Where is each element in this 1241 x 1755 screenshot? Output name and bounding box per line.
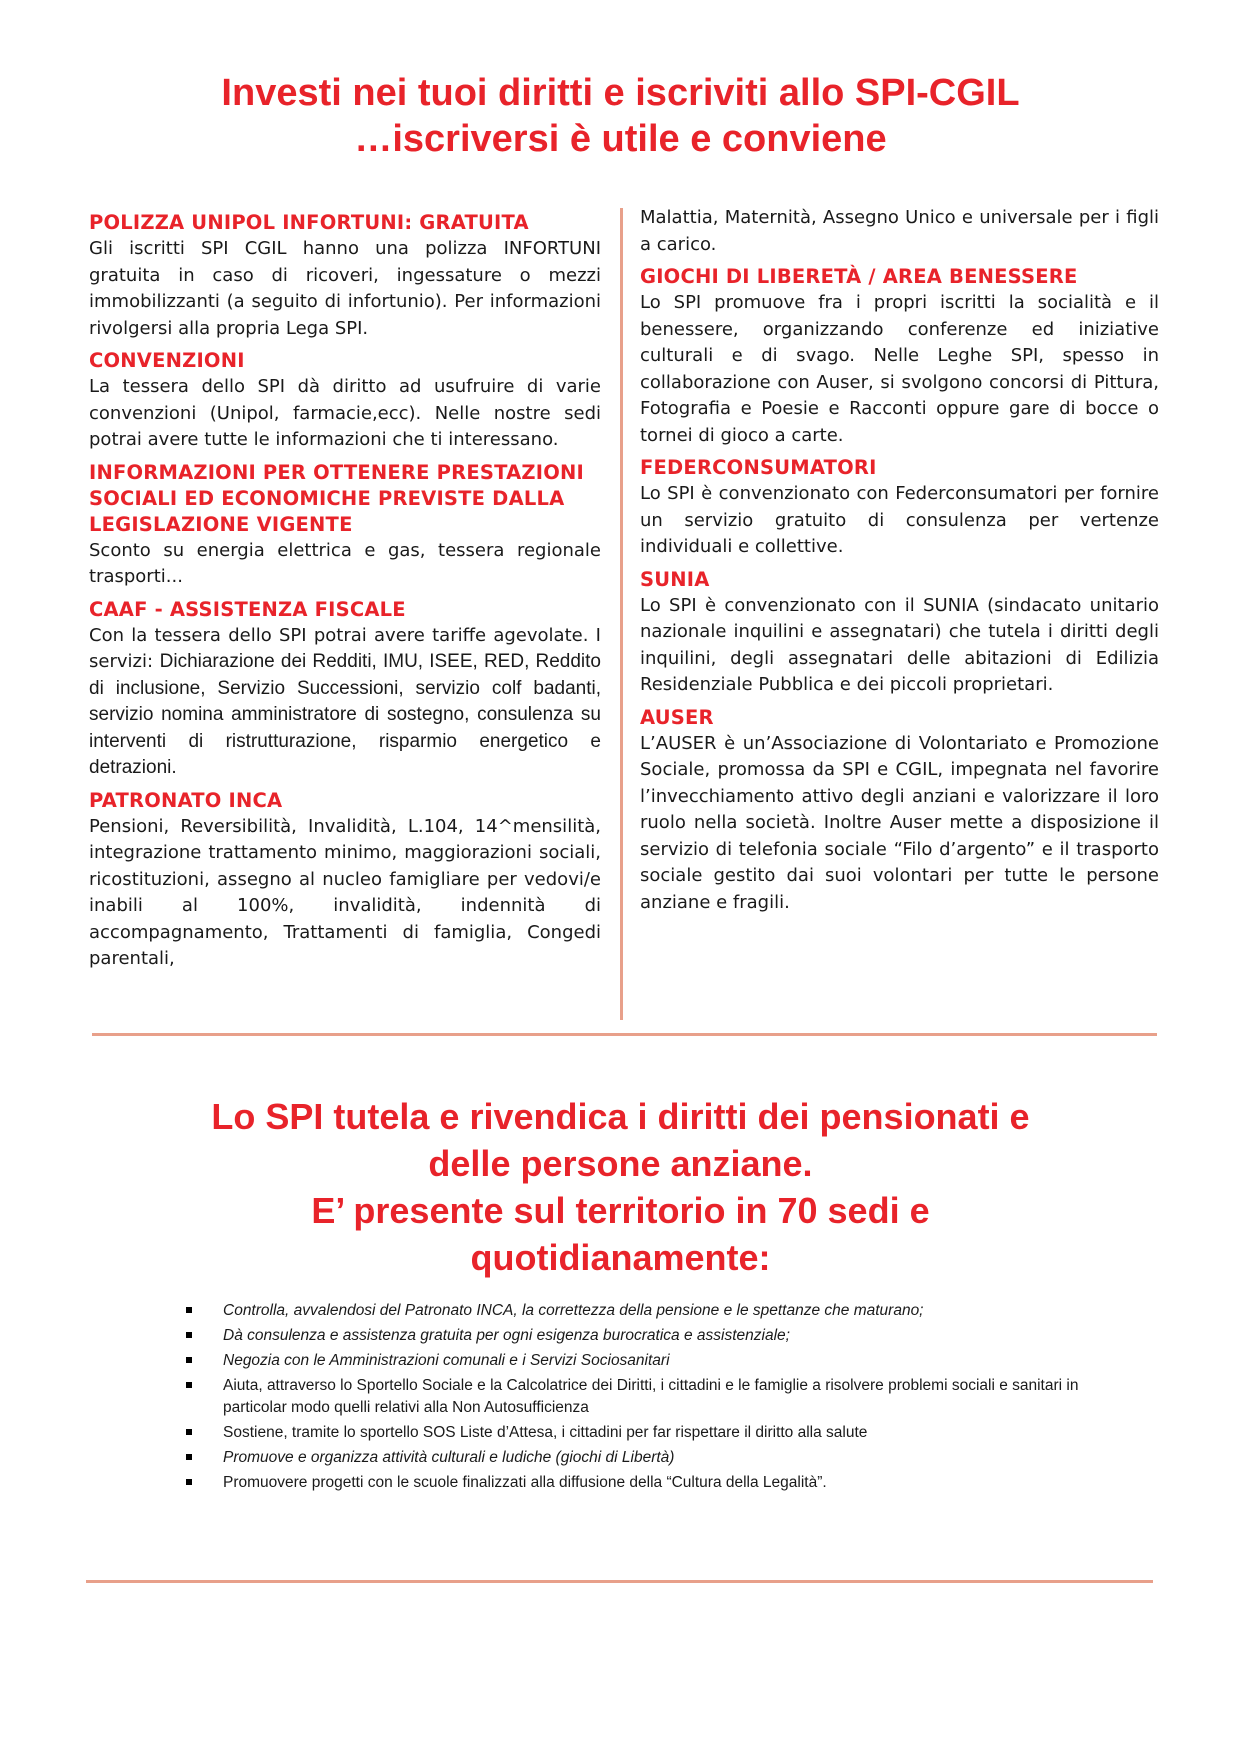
section-heading-convenzioni: CONVENZIONI — [89, 349, 245, 372]
list-item-text: Dà consulenza e assistenza gratuita per ogni esigenza burocratica e assistenziale; — [223, 1327, 790, 1344]
list-item — [186, 1325, 1116, 1347]
main-title-line1: Investi nei tuoi diritti e iscriviti allo SPI-CGIL — [221, 72, 1020, 114]
section-text-federconsumatori: Lo SPI è convenzionato con Federconsumatori per fornire un servizio gratuito di consulenza per vertenze individuali e collettive. — [640, 483, 1159, 557]
section-heading-federconsumatori: FEDERCONSUMATORI — [640, 456, 877, 479]
section-heading-sunia: SUNIA — [640, 567, 710, 591]
square-bullet-icon — [186, 1454, 192, 1460]
horizontal-divider-bottom — [86, 1580, 1153, 1583]
list-item-text: Sostiene, tramite lo sportello SOS Liste d’Attesa, i cittadini per far rispettare il diritto alla salute — [223, 1424, 868, 1441]
square-bullet-icon — [186, 1429, 192, 1435]
square-bullet-icon — [186, 1332, 192, 1338]
second-title-line2: delle persone anziane. — [428, 1143, 813, 1184]
list-item — [186, 1350, 1116, 1372]
caaf-services: Dichiarazione dei Redditi, IMU, ISEE, RED, Reddito di inclusione, Servizio Successioni, servizio colf badanti, servizio nomina amministratore di sostegno, consulenza su interventi di ristrutturazione, risparmio energetico e detrazioni. — [89, 651, 601, 778]
main-title — [0, 70, 1241, 162]
section-text-sunia: Lo SPI è convenzionato con il SUNIA (sindacato unitario nazionale inquilini e assegnatari) che tutela i diritti degli inquilini, degli assegnatari delle abitazioni di Edilizia Residenziale Pubblica e dei piccoli proprietari. — [640, 594, 1159, 695]
section-text-patronato: Pensioni, Reversibilità, Invalidità, L.104, 14^mensilità, integrazione trattamento minimo, maggiorazioni sociali, ricostituzioni, assegno al nucleo famigliare per vedovi/e inabili al 100%, invalidità, indennità di accompagnamento, Trattamenti di famiglia, Congedi parentali, — [89, 815, 601, 969]
caaf-intro: Con la tessera dello SPI potrai avere tariffe agevolate. I servizi: — [89, 624, 601, 672]
section-text-giochi: Lo SPI promuove fra i propri iscritti la socialità e il benessere, organizzando conferenze ed iniziative culturali e di svago. Nelle Leghe SPI, spesso in collaborazione con Auser, si svolgono concorsi di Pittura, Fotografia e Poesie e Racconti oppure gare di bocce o tornei di gioco a carte. — [640, 292, 1159, 446]
list-item — [186, 1472, 1116, 1494]
section-text-convenzioni: La tessera dello SPI dà diritto ad usufruire di varie convenzioni (Unipol, farmacie,ecc). Nelle nostre sedi potrai avere tutte le informazioni che ti interessano. — [89, 376, 601, 450]
list-item-text: Promuovere progetti con le scuole finalizzati alla diffusione della “Cultura della Legalità”. — [223, 1474, 827, 1491]
square-bullet-icon — [186, 1479, 192, 1485]
list-item — [186, 1300, 1116, 1322]
list-item — [186, 1447, 1116, 1469]
square-bullet-icon — [186, 1357, 192, 1363]
section-text-caaf — [89, 623, 601, 782]
section-heading-caaf: CAAF - ASSISTENZA FISCALE — [89, 597, 406, 621]
main-title-line2: …iscriversi è utile e conviene — [354, 118, 887, 160]
right-column — [640, 205, 1159, 922]
section-heading-patronato: PATRONATO INCA — [89, 788, 283, 812]
horizontal-divider-top — [92, 1033, 1157, 1036]
second-title — [0, 1093, 1241, 1281]
list-item-text: Promuove e organizza attività culturali e ludiche (giochi di Libertà) — [223, 1449, 675, 1466]
square-bullet-icon — [186, 1382, 192, 1388]
list-item — [186, 1375, 1116, 1419]
section-heading-giochi: GIOCHI DI LIBERETÀ / AREA BENESSERE — [640, 265, 1078, 288]
section-heading-informazioni: INFORMAZIONI PER OTTENERE PRESTAZIONI SOCIALI ED ECONOMICHE PREVISTE DALLA LEGISLAZIONE VIGENTE — [89, 460, 584, 536]
patronato-continuation: Malattia, Maternità, Assegno Unico e universale per i figli a carico. — [640, 207, 1159, 255]
activities-list — [186, 1300, 1116, 1497]
section-text-informazioni: Sconto su energia elettrica e gas, tessera regionale trasporti... — [89, 539, 601, 587]
section-heading-polizza: POLIZZA UNIPOL INFORTUNI: GRATUITA — [89, 211, 529, 234]
section-text-polizza: Gli iscritti SPI CGIL hanno una polizza INFORTUNI gratuita in caso di ricoveri, ingessature o mezzi immobilizzanti (a seguito di infortunio). Per informazioni rivolgersi alla propria Lega SPI. — [89, 238, 601, 339]
column-divider — [620, 208, 623, 1020]
square-bullet-icon — [186, 1307, 192, 1313]
list-item — [186, 1422, 1116, 1444]
section-text-auser: L’AUSER è un’Associazione di Volontariato e Promozione Sociale, promossa da SPI e CGIL, impegnata nel favorire l’invecchiamento attivo degli anziani e valorizzare il loro ruolo nella società. Inoltre Auser mette a disposizione il servizio di telefonia sociale “Filo d’argento” e il trasporto sociale gestito dai suoi volontari per tutte le persone anziane e fragili. — [640, 732, 1159, 913]
section-heading-auser: AUSER — [640, 705, 714, 729]
second-title-line1: Lo SPI tutela e rivendica i diritti dei pensionati e — [211, 1096, 1030, 1137]
second-title-line3: E’ presente sul territorio in 70 sedi e — [311, 1190, 930, 1231]
left-column — [89, 210, 601, 979]
second-title-line4: quotidianamente: — [470, 1237, 771, 1278]
list-item-text: Aiuta, attraverso lo Sportello Sociale e la Calcolatrice dei Diritti, i cittadini e le famiglie a risolvere problemi sociali e sanitari in particolar modo quelli relativi alla Non Autosufficienza — [223, 1377, 1079, 1416]
list-item-text: Negozia con le Amministrazioni comunali e i Servizi Sociosanitari — [223, 1352, 670, 1369]
list-item-text: Controlla, avvalendosi del Patronato INCA, la correttezza della pensione e le spettanze che maturano; — [223, 1302, 924, 1319]
